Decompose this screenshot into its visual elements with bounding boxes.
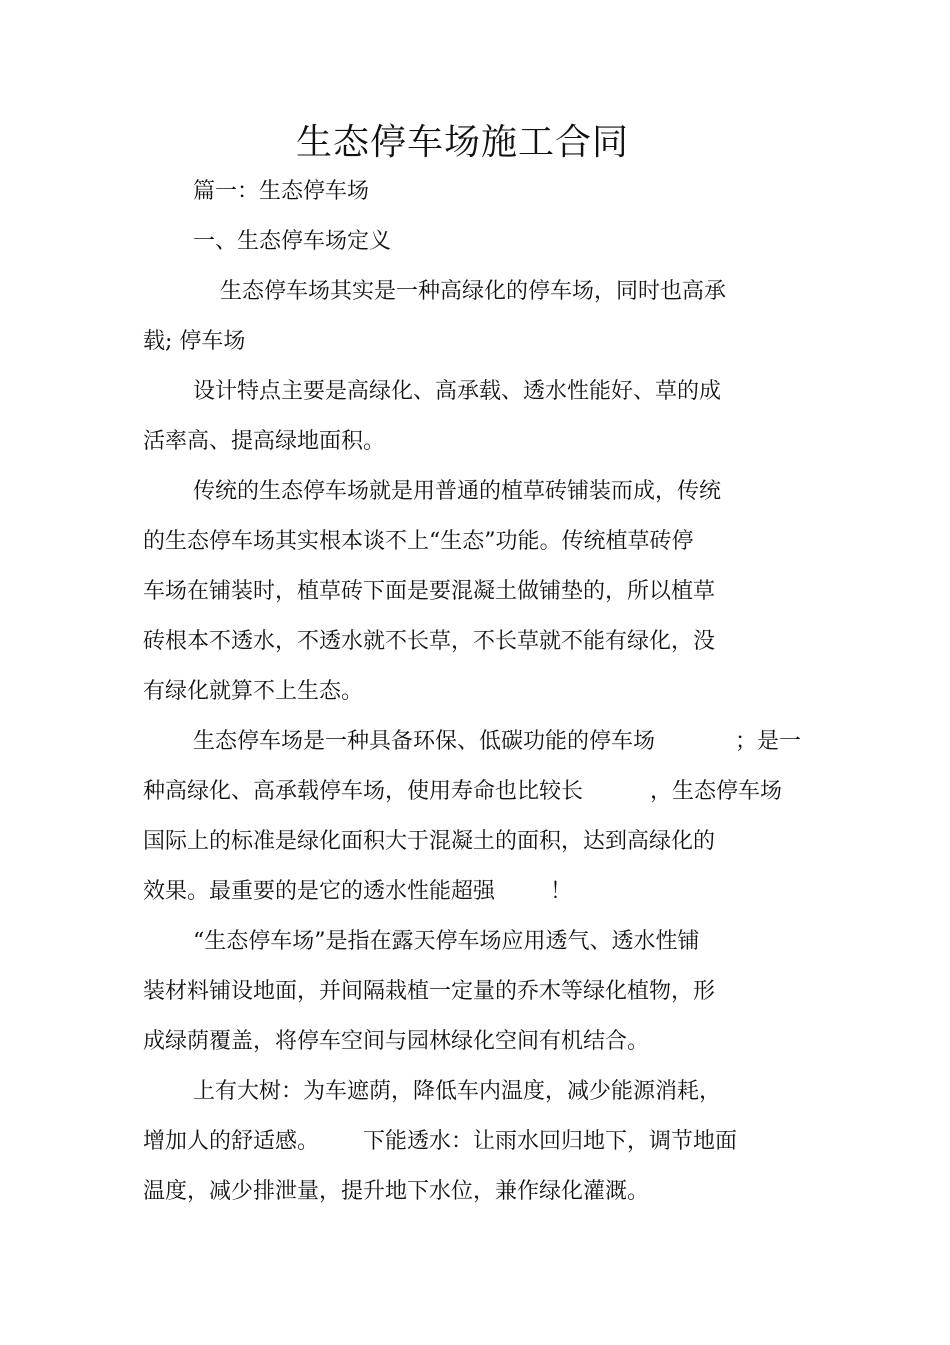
paragraph-line-tail: ，生态停车场: [650, 779, 783, 804]
paragraph-line-tail: 下能透水：让雨水回归地下，调节地面: [363, 1129, 738, 1154]
paragraph-line: 生态停车场是一种具备环保、低碳功能的停车场: [193, 729, 656, 754]
paragraph-line: 装材料铺设地面，并间隔栽植一定量的乔木等绿化植物，形: [143, 979, 716, 1004]
paragraph-line: 上有大树：为车遮荫，降低车内温度，减少能源消耗，: [193, 1079, 722, 1104]
paragraph-line: 生态停车场其实是一种高绿化的停车场，同时也高承: [220, 279, 727, 304]
paragraph-line: 活率高、提高绿地面积。: [143, 429, 386, 454]
paragraph-line: 有绿化就算不上生态。: [143, 679, 364, 704]
paragraph-line: 车场在铺装时，植草砖下面是要混凝土做铺垫的，所以植草: [143, 579, 716, 604]
paragraph-line: 传统的生态停车场就是用普通的植草砖铺装而成，传统: [193, 479, 722, 504]
subsection-heading: 一、生态停车场定义: [193, 229, 392, 254]
paragraph-line: 温度，减少排泄量，提升地下水位，兼作绿化灌溉。: [143, 1179, 650, 1204]
paragraph-line: 设计特点主要是高绿化、高承载、透水性能好、草的成: [193, 379, 722, 404]
paragraph-line-tail: ；是一: [735, 729, 802, 754]
paragraph-line: 砖根本不透水，不透水就不长草，不长草就不能有绿化，没: [143, 629, 716, 654]
paragraph-line: “生态停车场”是指在露天停车场应用透气、透水性铺: [193, 929, 700, 954]
section-heading: 篇一：生态停车场: [193, 179, 370, 204]
paragraph-line: 效果。最重要的是它的透水性能超强: [143, 879, 496, 904]
paragraph-line: 成绿荫覆盖，将停车空间与园林绿化空间有机结合。: [143, 1029, 650, 1054]
document-title: 生态停车场施工合同: [295, 122, 629, 163]
paragraph-line: 的生态停车场其实根本谈不上“生态”功能。传统植草砖停: [143, 529, 694, 554]
paragraph-line: 载; 停车场: [143, 329, 246, 354]
paragraph-line: 增加人的舒适感。: [143, 1129, 320, 1154]
paragraph-line-tail: ！: [550, 879, 573, 904]
paragraph-line: 种高绿化、高承载停车场，使用寿命也比较长: [143, 779, 584, 804]
paragraph-line: 国际上的标准是绿化面积大于混凝土的面积，达到高绿化的: [143, 829, 716, 854]
